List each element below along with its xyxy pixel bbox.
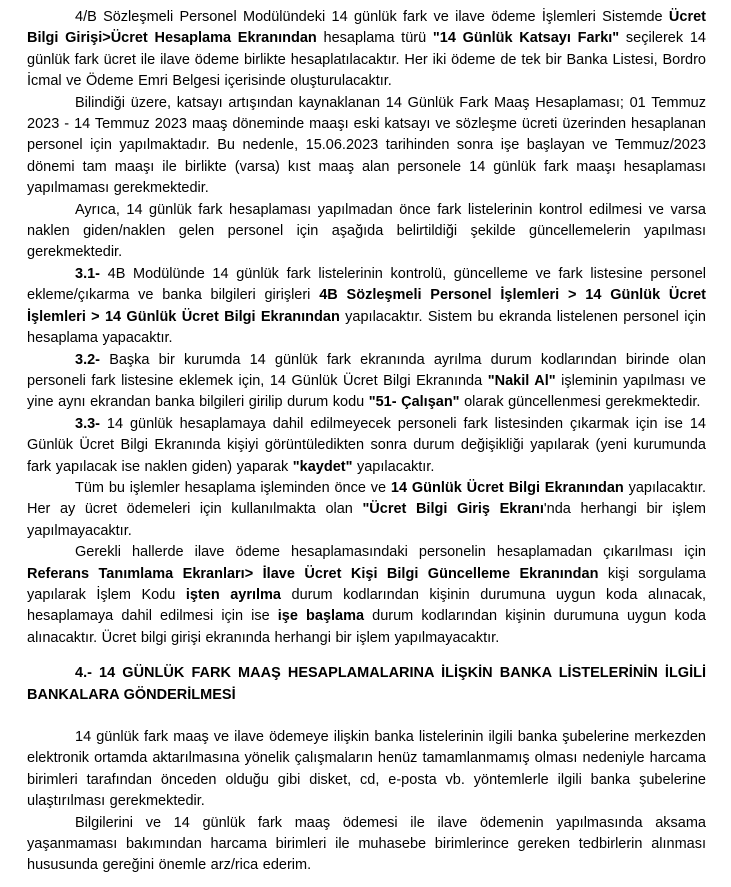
paragraph — [27, 93, 706, 200]
bold-text-run: 4.- 14 GÜNLÜK FARK MAAŞ HESAPLAMALARINA İLİŞKİN BANKA LİSTELERİNİN İLGİLİ BANKALARA GÖNDERİLMESİ — [27, 665, 706, 703]
bold-text-run: "Ücret Bilgi Giriş Ekranı — [362, 501, 544, 518]
paragraph — [27, 414, 706, 478]
text-run: Ayrıca, 14 günlük fark hesaplaması yapılmadan önce fark listelerinin kontrol edilmesi ve varsa naklen giden/naklen gelen personel için aşağıda belirtildiği şekilde güncellemelerin yapılması gerekmektedir. — [27, 201, 706, 261]
paragraph — [27, 350, 706, 414]
text-run: Bilgilerini ve 14 günlük fark maaş ödemesi ile ilave ödemenin yapılmasında aksama yaşanmaması bakımından harcama birimleri ile muhasebe birimlerince gereken tedbirlerin alınması hususunda gereğini önemle arz/rica ederim. — [27, 814, 706, 874]
bold-text-run: 3.3- — [75, 415, 100, 432]
text-run: Gerekli hallerde ilave ödeme hesaplamasındaki personelin hesaplamadan çıkarılması için — [75, 544, 706, 561]
text-run: 'nda herhangi bir işlem yapılmayacaktır. — [27, 501, 706, 539]
paragraph — [27, 727, 706, 813]
section-heading — [27, 663, 706, 706]
text-run: olarak güncellenmesi gerekmektedir. — [459, 394, 701, 411]
text-run: işleminin yapılması ve yine aynı ekrandan banka bilgileri girilip durum kodu — [27, 372, 706, 411]
bold-text-run: işe başlama — [277, 608, 365, 625]
text-run: yapılacaktır. Sistem bu ekranda listelenen personel için hesaplama yapacaktır. — [27, 308, 706, 347]
bold-text-run: "Nakil Al" — [487, 372, 556, 389]
text-run: durum kodlarından kişinin durumuna uygun koda alınacak, hesaplamaya dahil edilmesi için ise — [27, 586, 706, 625]
text-run: durum kodlarından kişinin durumuna uygun koda alınacaktır. Ücret bilgi girişi ekranında herhangi bir işlem yapılmayacaktır. — [27, 608, 706, 646]
bold-text-run: Referans Tanımlama Ekranları> İlave Ücret Kişi Bilgi Güncelleme Ekranından — [27, 565, 599, 582]
paragraph — [27, 7, 706, 93]
text-run: 14 günlük hesaplamaya dahil edilmeyecek personeli fark listesinden çıkarmak için ise 14 Günlük Ücret Bilgi Ekranında kişiyi görüntüledikten sonra durum değişikliği yapılarak (yeni kurumunda fark yapılacak ise naklen giden) yaparak — [27, 415, 706, 475]
text-run: hesaplama türü — [316, 30, 433, 47]
text-run: 4B Modülünde 14 günlük fark listelerinin kontrolü, güncelleme ve fark listesine personel ekleme/çıkarma ve banka bilgileri girişleri — [27, 265, 706, 304]
paragraph — [27, 813, 706, 877]
bold-text-run: "51- Çalışan" — [368, 394, 460, 411]
text-run: 14 günlük fark maaş ve ilave ödemeye ilişkin banka listelerinin ilgili banka şubelerine merkezden elektronik ortamda aktarılmasına yönelik çalışmaların henüz tamamlanmamış olması nedeniyle harcama birimleri tarafından önceden olduğu gibi disket, cd, e-posta vb. yöntemlerle ilgili banka şubelerine ulaştırılması gerekmektedir. — [27, 729, 706, 810]
paragraph — [27, 200, 706, 264]
text-run: Başka bir kurumda 14 günlük fark ekranında ayrılma durum kodlarından birinde olan personeli fark listesine eklemek için, 14 Günlük Ücret Bilgi Ekranında — [27, 351, 706, 389]
paragraph — [27, 542, 706, 649]
text-run: Tüm bu işlemler hesaplama işleminden önce ve — [75, 479, 391, 496]
bold-text-run: Ücret Bilgi Girişi>Ücret Hesaplama Ekranından — [27, 9, 706, 47]
text-run: 4/B Sözleşmeli Personel Modülündeki 14 günlük fark ve ilave ödeme İşlemleri Sistemde — [75, 9, 669, 25]
text-run: yapılacaktır. — [352, 458, 435, 475]
paragraph — [27, 264, 706, 350]
document-body — [27, 7, 706, 877]
text-run: seçilerek 14 günlük fark ücret ile ilave ödeme birlikte hesaplatılacaktır. Her iki ödeme de tek bir Banka Listesi, Bordro İcmal ve Ödeme Emri Belgesi içerisinde oluşturulacaktır. — [27, 30, 706, 90]
bold-text-run: 14 Günlük Ücret Bilgi Ekranından — [390, 479, 624, 496]
text-run: Bilindiği üzere, katsayı artışından kaynaklanan 14 Günlük Fark Maaş Hesaplaması; 01 Temmuz 2023 - 14 Temmuz 2023 maaş döneminde maaşı eski katsayı ve sözleşme ücreti üzerinden hesaplanan personel için yapılmaktadır. Bu nedenle, 15.06.2023 tarihinden sonra işe başlayan ve Temmuz/2023 dönemi tam maaşı ile birlikte (varsa) kıst maaş alan personele 14 günlük fark maaşı hesaplaması yapılmaması gerekmektedir. — [27, 94, 706, 197]
bold-text-run: 4B Sözleşmeli Personel İşlemleri > 14 Günlük Ücret İşlemleri > 14 Günlük Ücret Bilgi Ekranından — [27, 287, 707, 325]
text-run: yapılacaktır. Her ay ücret ödemeleri için kullanılmakta olan — [27, 479, 706, 518]
bold-text-run: "14 Günlük Katsayı Farkı" — [432, 30, 620, 47]
text-run: kişi sorgulama yapılarak İşlem Kodu — [27, 565, 706, 603]
paragraph — [27, 478, 706, 542]
bold-text-run: 3.2- — [75, 351, 100, 368]
bold-text-run: 3.1- — [75, 265, 100, 282]
bold-text-run: "kaydet" — [292, 458, 353, 475]
bold-text-run: işten ayrılma — [185, 586, 281, 603]
